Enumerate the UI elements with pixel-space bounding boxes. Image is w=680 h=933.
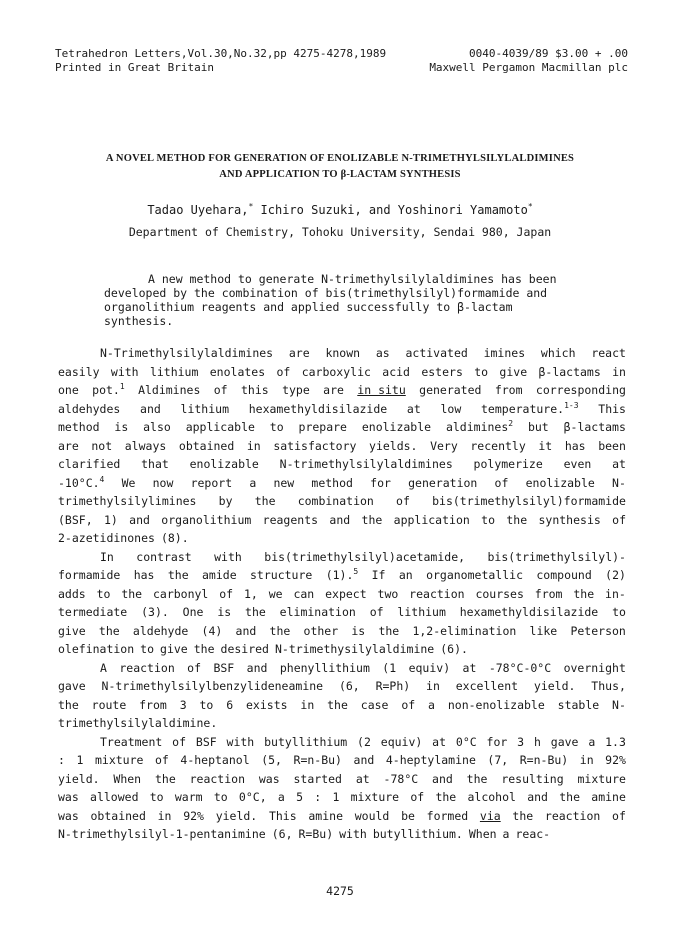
- body-text: [58, 344, 626, 844]
- journal-price: 0040-4039/89 $3.00 + .00: [469, 47, 628, 60]
- body-line: Treatment of BSF with butyllithium (2 equiv) at 0°C for 3 h gave a 1.3: [100, 734, 626, 749]
- citation-superscript: 1: [119, 382, 125, 392]
- abstract: [104, 272, 594, 328]
- underlined-term: in situ: [357, 383, 406, 397]
- body-line: one pot.$^1$ Aldimines of this type are in situ generated from corresponding: [58, 382, 626, 397]
- title-line-1: A NOVEL METHOD FOR GENERATION OF ENOLIZABLE N-TRIMETHYLSILYLALDIMINES: [105, 153, 575, 164]
- corresponding-mark: *: [248, 202, 254, 211]
- abstract-line: A new method to generate N-trimethylsilylaldimines has been: [148, 272, 557, 286]
- body-line: the route from 3 to 6 exists in the case of a non-enolizable stable N-: [58, 697, 626, 712]
- abstract-line: organolithium reagents and applied successfully to β-lactam: [104, 300, 513, 314]
- body-line: easily with lithium enolates of carboxylic acid esters to give β-lactams in: [58, 364, 626, 379]
- body-line: : 1 mixture of 4-heptanol (5, R=n-Bu) and 4-heptylamine (7, R=n-Bu) in 92%: [58, 753, 626, 767]
- abstract-line: developed by the combination of bis(trimethylsilyl)formamide and: [104, 286, 548, 300]
- underlined-term: via: [479, 808, 501, 823]
- author-list: [0, 202, 680, 218]
- body-line: trimethylsilylimines by the combination of bis(trimethylsilyl)formamide: [58, 494, 626, 508]
- body-line: In contrast with bis(trimethylsilyl)acetamide, bis(trimethylsilyl)-: [100, 549, 626, 564]
- author-2-3: Ichiro Suzuki, and Yoshinori Yamamoto: [253, 203, 528, 217]
- header-row-2: [55, 61, 628, 75]
- body-line: are not always obtained in satisfactory yields. Very recently it has been: [58, 438, 626, 453]
- citation-superscript: 2: [508, 419, 514, 429]
- printed-in: Printed in Great Britain: [55, 61, 214, 74]
- abstract-line: synthesis.: [104, 314, 174, 328]
- page-number: 4275: [326, 884, 354, 898]
- body-line: N-trimethylsilyl-1-pentanimine (6, R=Bu) with butyllithium. When a reac-: [58, 827, 551, 841]
- body-line: was allowed to warm to 0°C, a 5 : 1 mixture of the alcohol and the amine: [58, 790, 626, 804]
- body-line: clarified that enolizable N-trimethylsilylaldimines polymerize even at: [58, 457, 626, 471]
- body-line: was obtained in 92% yield. This amine would be formed via the reaction of: [58, 808, 626, 823]
- body-line: gave N-trimethylsilylbenzylideneamine (6, R=Ph) in excellent yield. Thus,: [58, 679, 626, 693]
- citation-superscript: 4: [99, 474, 105, 484]
- header-row-1: [55, 47, 628, 61]
- journal-header: [55, 47, 628, 75]
- author-1: Tadao Uyehara,: [147, 203, 249, 217]
- publisher: Maxwell Pergamon Macmillan plc: [429, 61, 628, 74]
- body-line: give the aldehyde (4) and the other is the 1,2-elimination like Peterson: [58, 623, 626, 638]
- body-line: olefination to give the desired N-trimethysilylaldimine (6).: [58, 642, 468, 656]
- body-line: trimethylsilylaldimine.: [58, 716, 218, 730]
- body-line: method is also applicable to prepare enolizable aldimines$^2$ but β-lactams: [58, 419, 626, 434]
- body-line: aldehydes and lithium hexamethyldisilazide at low temperature.$^{1-3}$ This: [58, 400, 626, 416]
- citation-superscript: 5: [353, 567, 359, 577]
- title-line-2: AND APPLICATION TO β-LACTAM SYNTHESIS: [219, 169, 461, 180]
- affiliation: Department of Chemistry, Tohoku University, Sendai 980, Japan: [128, 225, 552, 239]
- body-line: N-Trimethylsilylaldimines are known as activated imines which react: [100, 346, 626, 360]
- journal-citation: Tetrahedron Letters,Vol.30,No.32,pp 4275-4278,1989: [55, 47, 387, 60]
- body-line: adds to the carbonyl of 1, we can expect two reaction courses from the in-: [58, 586, 626, 601]
- body-line: A reaction of BSF and phenyllithium (1 equiv) at -78°C-0°C overnight: [100, 660, 626, 675]
- body-line: termediate (3). One is the elimination of lithium hexamethyldisilazide to: [58, 605, 626, 619]
- corresponding-mark-2: *: [527, 202, 533, 211]
- paper-title: [0, 151, 680, 183]
- citation-superscript: 1-3: [564, 400, 579, 410]
- body-line: -10°C.$^4$ We now report a new method for generation of enolizable N-: [58, 474, 626, 490]
- body-line: (BSF, 1) and organolithium reagents and the application to the synthesis of: [58, 512, 626, 527]
- body-line: yield. When the reaction was started at -78°C and the resulting mixture: [58, 771, 626, 786]
- body-line: 2-azetidinones (8).: [58, 531, 189, 545]
- body-line: formamide has the amide structure (1).$^5$ If an organometallic compound (2): [58, 567, 626, 582]
